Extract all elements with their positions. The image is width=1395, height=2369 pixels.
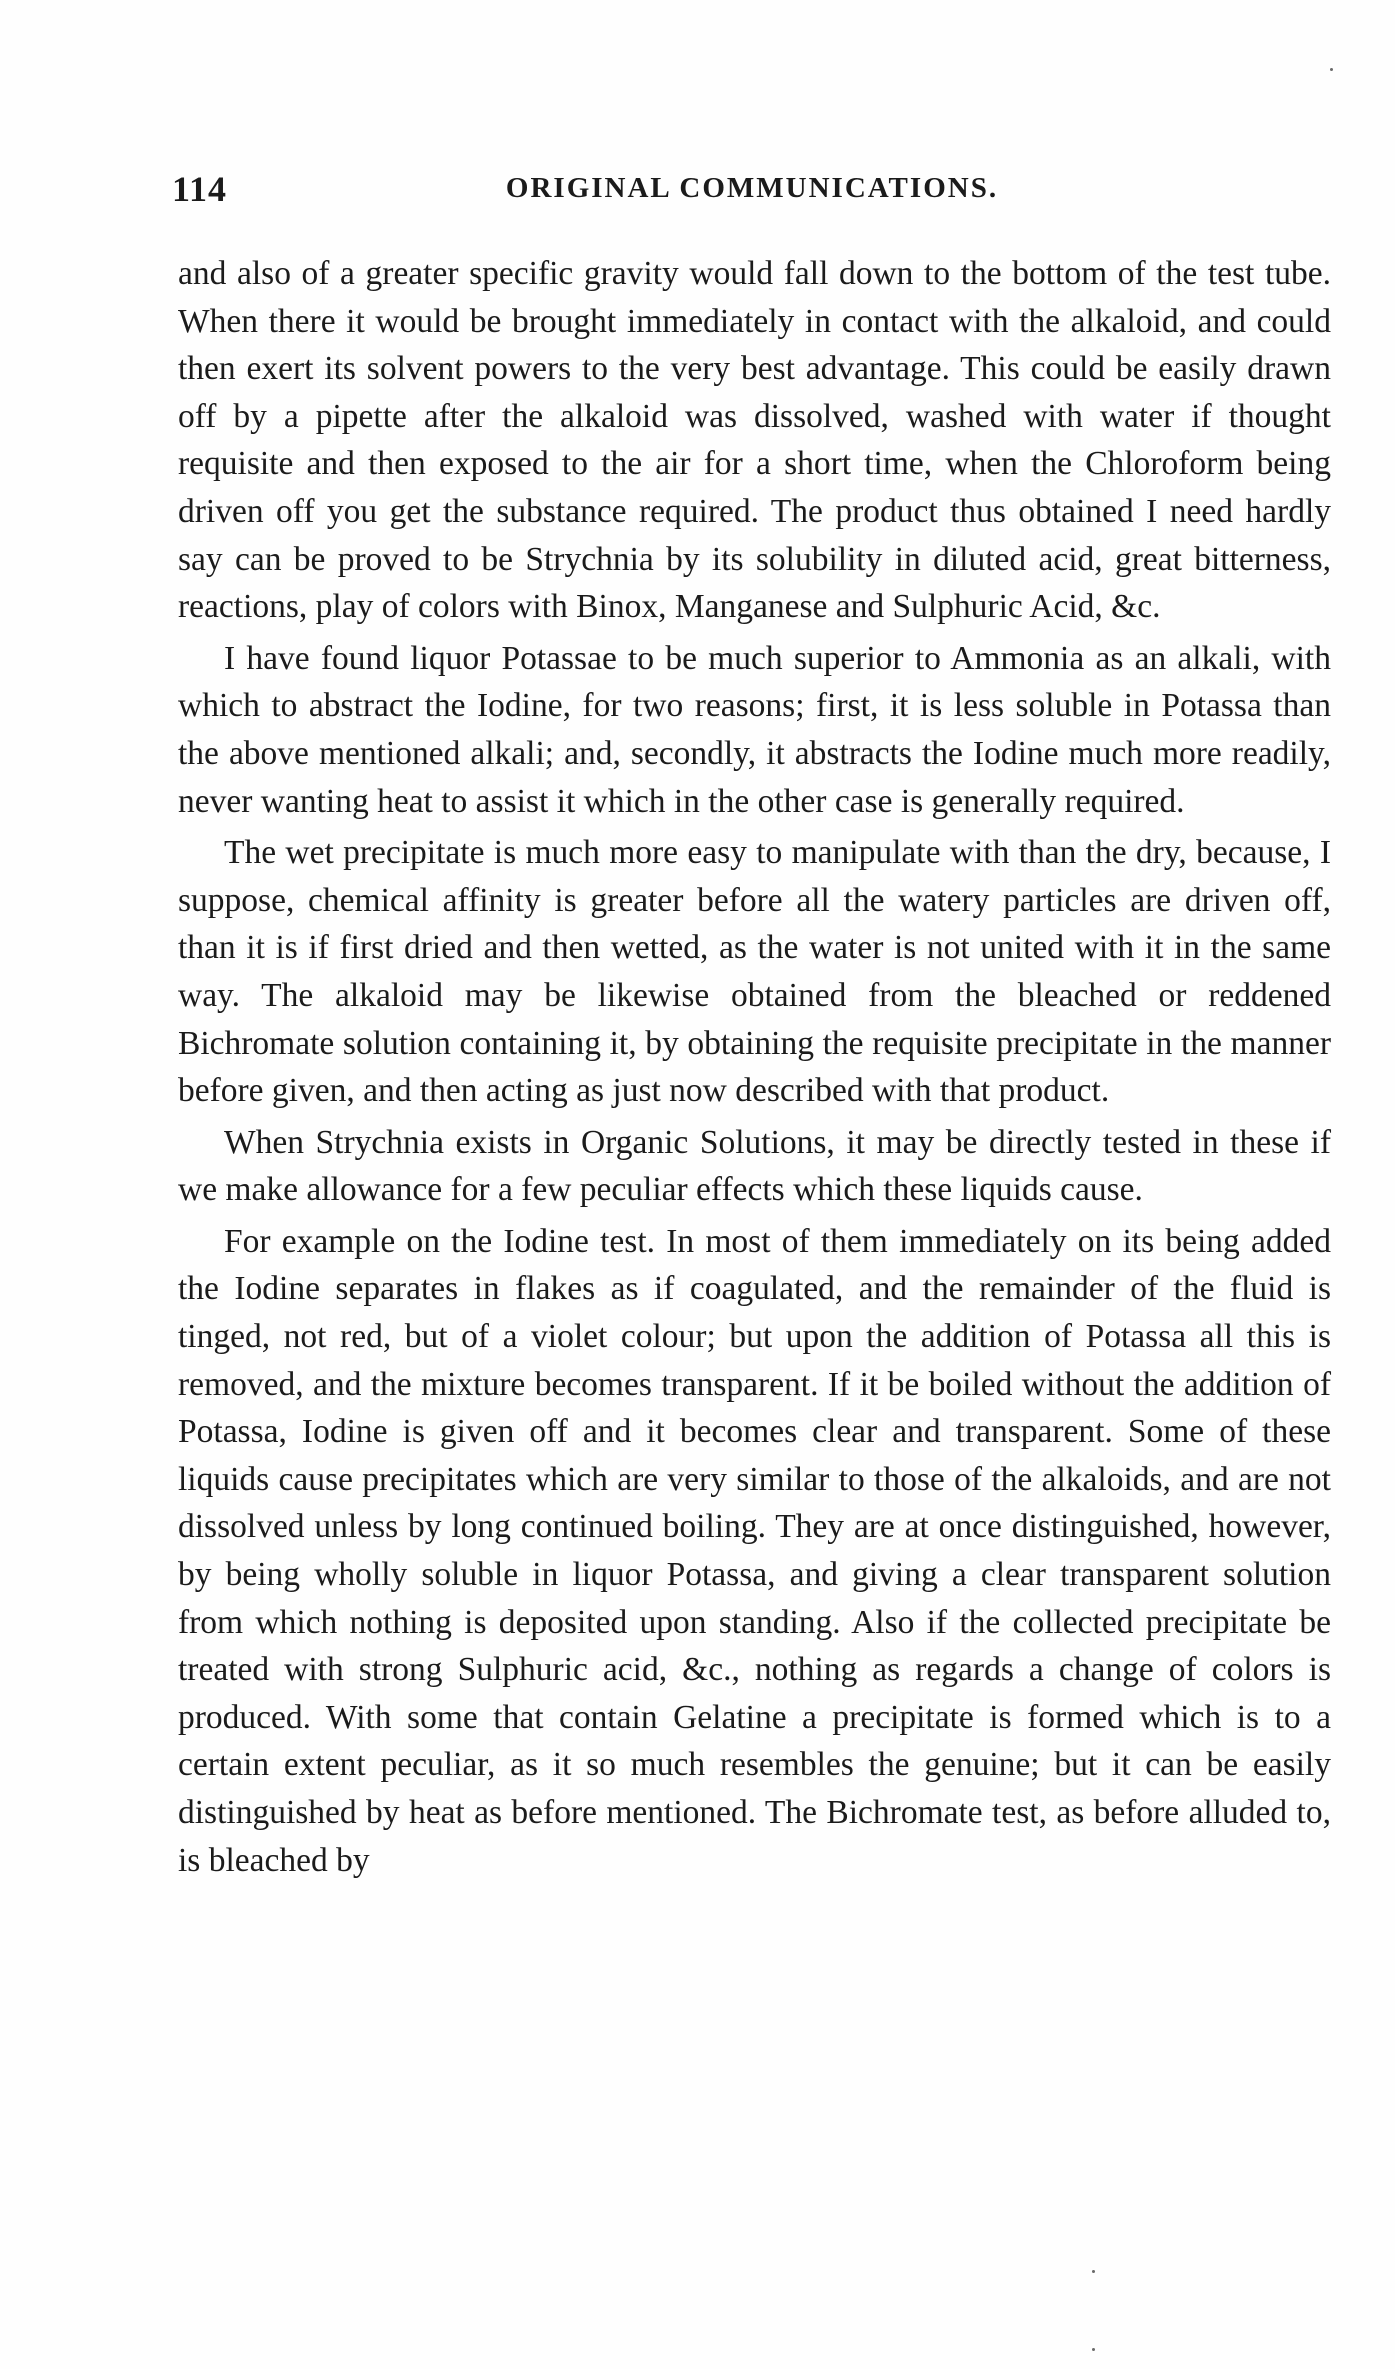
paragraph-3: The wet precipitate is much more easy to manipulate with than the dry, because, I suppose, chemical affinity is greater before all the watery particles are driven off, than it is if first dried and then wetted, as the water is not united with it in the same way. The alkaloid may be likewise obtained from the bleached or reddened Bichromate solution containing it, by obtaining the requisite precipitate in the manner before given, and then acting as just now described with that product. [178, 834, 1331, 1110]
scan-speck [1092, 2270, 1095, 2273]
scan-speck [1092, 2348, 1095, 2351]
running-title: ORIGINAL COMMUNICATIONS. [505, 172, 999, 204]
paragraph-5: For example on the Iodine test. In most of them immediately on its being added the Iodine separates in flakes as if coagulated, and the remainder of the fluid is tinged, not red, but of a violet colour; but upon the addition of Potassa all this is removed, and the mixture becomes transparent. If it be boiled without the addition of Potassa, Iodine is given off and it becomes clear and transparent. Some of these liquids cause precipitates which are very similar to those of the alkaloids, and are not dissolved unless by long continued boiling. They are at once distinguished, however, by being wholly soluble in liquor Potassa, and giving a clear transparent solution from which nothing is deposited upon standing. Also if the collected precipitate be treated with strong Sulphuric acid, &c., nothing as regards a change of colors is produced. With some that contain Gelatine a precipitate is formed which is to a certain extent peculiar, as it so much resembles the genuine; but it can be easily distinguished by heat as before mentioned. The Bichromate test, as before alluded to, is bleached by [178, 1222, 1331, 1879]
paragraph-1: and also of a greater specific gravity would fall down to the bottom of the test tube. When there it would be brought immediately in contact with the alkaloid, and could then exert its solvent powers to the very best advantage. This could be easily drawn off by a pipette after the alkaloid was dissolved, washed with water if thought requisite and then exposed to the air for a short time, when the Chloroform being driven off you get the substance required. The product thus obtained I need hardly say can be proved to be Strychnia by its solubility in diluted acid, great bitterness, reactions, play of colors with Binox, Manganese and Sulphuric Acid, &c. [178, 255, 1331, 626]
running-head [172, 168, 1332, 212]
paragraph-4: When Strychnia exists in Organic Solutions, it may be directly tested in these if we make allowance for a few peculiar effects which these liquids cause. [178, 1123, 1331, 1209]
body-text [178, 250, 1331, 1884]
scan-speck [1330, 68, 1333, 71]
paragraph-2: I have found liquor Potassae to be much superior to Ammonia as an alkali, with which to abstract the Iodine, for two reasons; first, it is less soluble in Potassa than the above mentioned alkali; and, secondly, it abstracts the Iodine much more readily, never wanting heat to assist it which in the other case is generally required. [178, 639, 1331, 820]
page-number: 114 [172, 169, 228, 209]
